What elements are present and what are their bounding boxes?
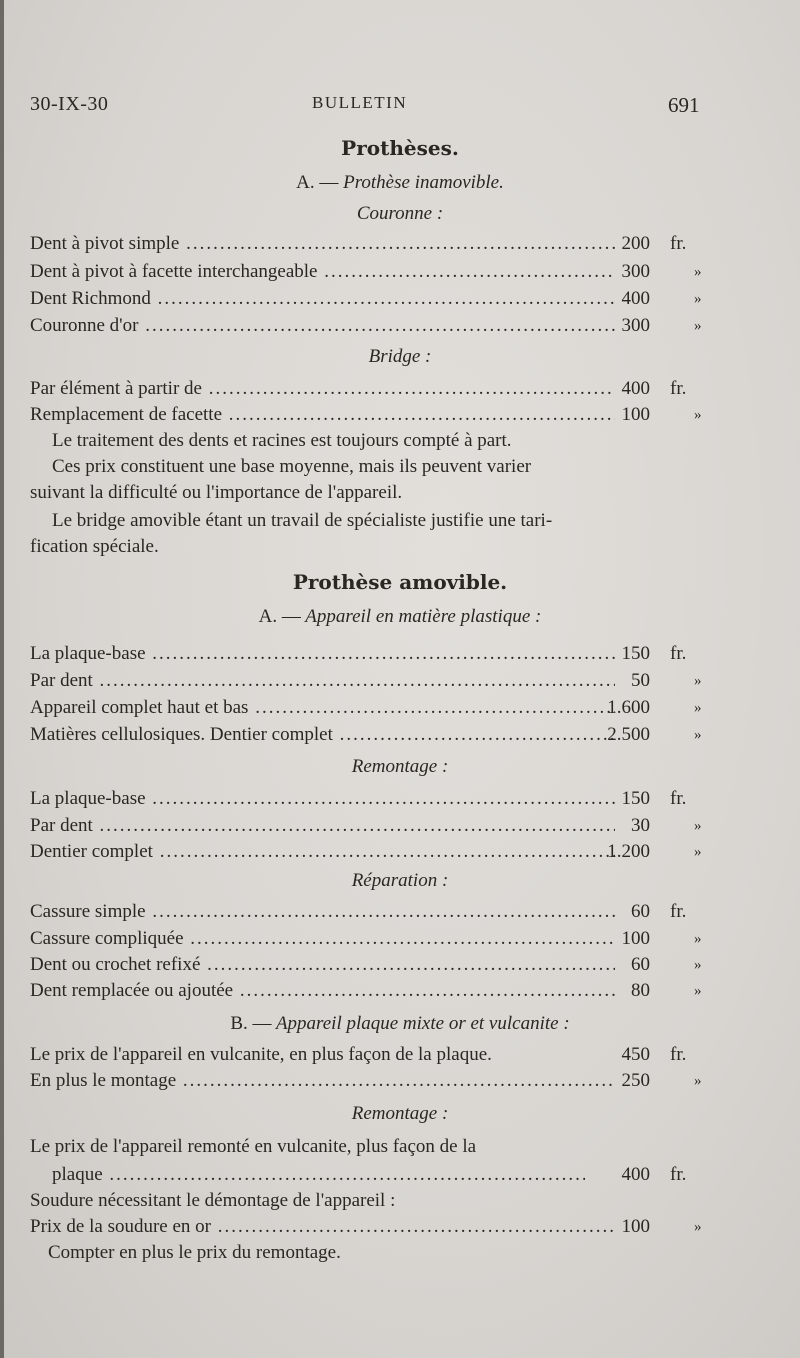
price-row xyxy=(30,1070,700,1096)
price-row xyxy=(52,1164,700,1190)
price-row xyxy=(30,724,700,750)
price-row xyxy=(30,233,700,259)
price-amount: 60 xyxy=(631,901,650,922)
ditto-mark: » xyxy=(694,1219,702,1235)
price-amount: 150 xyxy=(621,788,650,809)
price-amount: 1.200 xyxy=(607,841,650,862)
price-amount: 200 xyxy=(621,233,650,254)
price-label: Dentier complet ..... xyxy=(30,841,615,863)
note-paragraph: Le bridge amovible étant un travail de spécialiste justifie une tari- xyxy=(52,510,553,531)
price-amount: 250 xyxy=(621,1070,650,1091)
price-amount: 30 xyxy=(631,815,650,836)
subsection-label: Appareil plaque mixte or et vulcanite : xyxy=(275,1013,570,1034)
section-title-protheses: Prothèses. xyxy=(341,136,459,160)
price-amount: 100 xyxy=(621,404,650,425)
price-amount: 100 xyxy=(621,1216,650,1237)
ditto-mark: » xyxy=(694,264,702,280)
price-row xyxy=(30,315,700,341)
subsection-letter: A. xyxy=(258,606,278,627)
price-row-plain xyxy=(30,1044,700,1070)
price-unit: fr. xyxy=(670,378,687,399)
price-row xyxy=(30,815,700,841)
price-row xyxy=(30,841,700,867)
price-unit: fr. xyxy=(670,643,687,664)
text-line: Le prix de l'appareil remonté en vulcanite, plus façon de la xyxy=(30,1136,477,1157)
price-row xyxy=(30,670,700,696)
ditto-mark: » xyxy=(694,673,702,689)
price-amount: 300 xyxy=(621,315,650,336)
subsection-a-plastique xyxy=(0,606,800,628)
price-row xyxy=(30,954,700,980)
price-label: Appareil complet haut et bas ..... xyxy=(30,697,615,719)
price-label: La plaque-base ..... xyxy=(30,643,615,665)
subsection-letter: A. xyxy=(296,172,315,193)
price-row xyxy=(30,643,700,669)
note-paragraph: fication spéciale. xyxy=(30,536,159,557)
note-paragraph: Compter en plus le prix du remontage. xyxy=(48,1242,341,1263)
price-unit: fr. xyxy=(670,1164,687,1185)
subsection-b-mixte xyxy=(0,1013,800,1035)
subsection-dash: — xyxy=(252,1013,272,1034)
price-label: Remplacement de facette ..... xyxy=(30,404,615,426)
price-row xyxy=(30,928,700,954)
price-label: Dent Richmond ..... xyxy=(30,288,615,310)
subsection-label: Appareil en matière plastique : xyxy=(305,606,542,627)
price-amount: 400 xyxy=(621,288,650,309)
subsection-dash: — xyxy=(319,172,339,193)
ditto-mark: » xyxy=(694,291,702,307)
heading-reparation: Réparation : xyxy=(351,870,449,891)
ditto-mark: » xyxy=(694,318,702,334)
heading-remontage-b: Remontage : xyxy=(351,1103,449,1124)
price-amount: 450 xyxy=(621,1044,650,1065)
note-paragraph: Le traitement des dents et racines est toujours compté à part. xyxy=(52,430,512,451)
price-row xyxy=(30,378,700,404)
price-amount: 60 xyxy=(631,954,650,975)
price-label: Dent remplacée ou ajoutée ..... xyxy=(30,980,615,1002)
note-paragraph: Ces prix constituent une base moyenne, mais ils peuvent varier xyxy=(52,456,532,477)
heading-bridge: Bridge : xyxy=(368,346,432,367)
price-unit: fr. xyxy=(670,233,687,254)
price-label: Cassure compliquée ..... xyxy=(30,928,615,950)
ditto-mark: » xyxy=(694,957,702,973)
price-amount: 1.600 xyxy=(607,697,650,718)
price-label: Cassure simple ..... xyxy=(30,901,615,923)
price-amount: 300 xyxy=(621,261,650,282)
ditto-mark: » xyxy=(694,844,702,860)
header-date: 30-IX-30 xyxy=(30,93,109,115)
ditto-mark: » xyxy=(694,983,702,999)
price-label: Dent ou crochet refixé ..... xyxy=(30,954,615,976)
price-row xyxy=(30,980,700,1006)
ditto-mark: » xyxy=(694,818,702,834)
subsection-dash: — xyxy=(281,606,301,627)
price-label: Par dent ..... xyxy=(30,670,615,692)
subsection-letter: B. xyxy=(230,1013,248,1034)
price-row xyxy=(30,697,700,723)
header-journal: BULLETIN xyxy=(312,93,408,112)
price-amount: 400 xyxy=(621,1164,650,1185)
price-row xyxy=(30,788,700,814)
ditto-mark: » xyxy=(694,407,702,423)
price-label: La plaque-base ..... xyxy=(30,788,615,810)
price-row xyxy=(30,288,700,314)
ditto-mark: » xyxy=(694,727,702,743)
price-row xyxy=(30,404,700,430)
price-label: Dent à pivot à facette interchangeable ..... xyxy=(30,261,615,283)
price-label: Couronne d'or ..... xyxy=(30,315,615,337)
text-line: Soudure nécessitant le démontage de l'appareil : xyxy=(30,1190,396,1211)
subsection-label: Prothèse inamovible. xyxy=(343,172,504,193)
price-amount: 50 xyxy=(631,670,650,691)
price-label: Matières cellulosiques. Dentier complet ..... xyxy=(30,724,615,746)
note-paragraph: suivant la difficulté ou l'importance de l'appareil. xyxy=(30,482,403,503)
price-amount: 2.500 xyxy=(607,724,650,745)
heading-remontage: Remontage : xyxy=(351,756,449,777)
price-amount: 80 xyxy=(631,980,650,1001)
price-label: En plus le montage ..... xyxy=(30,1070,615,1092)
price-row xyxy=(30,1216,700,1242)
price-label: Par dent ..... xyxy=(30,815,615,837)
heading-couronne: Couronne : xyxy=(356,203,444,224)
price-label: Prix de la soudure en or ..... xyxy=(30,1216,615,1238)
header-page-number: 691 xyxy=(668,93,700,117)
ditto-mark: » xyxy=(694,700,702,716)
subsection-a-inamovible xyxy=(0,172,800,194)
price-amount: 100 xyxy=(621,928,650,949)
price-unit: fr. xyxy=(670,901,687,922)
price-row xyxy=(30,901,700,927)
price-row xyxy=(30,261,700,287)
ditto-mark: » xyxy=(694,931,702,947)
price-unit: fr. xyxy=(670,788,687,809)
ditto-mark: » xyxy=(694,1073,702,1089)
price-amount: 400 xyxy=(621,378,650,399)
price-unit: fr. xyxy=(670,1044,687,1065)
price-label: Le prix de l'appareil en vulcanite, en plus façon de la plaque. xyxy=(30,1044,492,1065)
price-label: Par élément à partir de ..... xyxy=(30,378,615,400)
price-label: plaque ..... xyxy=(52,1164,585,1186)
price-amount: 150 xyxy=(621,643,650,664)
section-title-amovible: Prothèse amovible. xyxy=(292,570,508,594)
price-label: Dent à pivot simple ..... xyxy=(30,233,615,255)
